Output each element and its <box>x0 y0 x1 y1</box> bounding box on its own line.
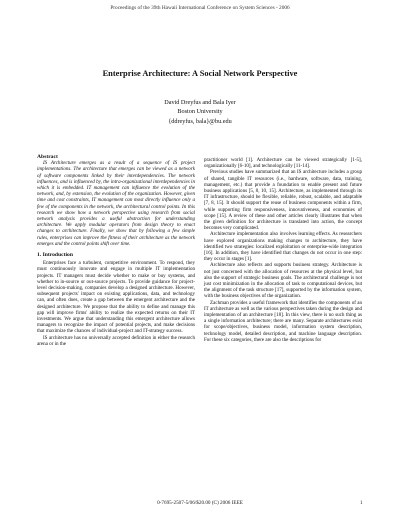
author-block <box>0 98 400 126</box>
page-number: 1 <box>360 500 363 506</box>
abstract-text: IS Architecture emerges as a result of a sequence of IS project implementations. The architecture that emerges can be viewed as a network of software components linked by their interdependencies. The network influences, and is influenced by, the intra-organizational interdependencies in which it is embedded. IT management can influence the evolution of the network, and, by extension, the evolution of the organization. However, given time and cost constraints, IT management can most directly influence only a few of the components in the network, the architectural control points. In this research we show how a network perspective using research from social network analysis provides a useful abstraction for understanding architecture. We apply modular operators from design theory to enact changes to architecture. Finally, we show that by following a few simple rules, enterprises can improve the fitness of their architecture as the network emerges and the control points shift over time. <box>37 160 195 247</box>
intro-paragraph: Enterprises face a turbulent, competitive environment. To respond, they must continuously innovate and engage in multiple IT implementation projects. IT managers must decide whether to make or buy systems, and whether to in-source or out-source projects. To provide guidance for project-level decision-making, companies develop a designed architecture. However, subsequent projects' impact on existing applications, data, and technology can, and often does, create a gap between the emergent architecture and the designed architecture. We propose that the ability to define and manage this gap will improve firms' ability to realize the expected returns on their IT investments. We argue that understanding this emergent architecture allows managers to recognize the impact of potential projects, and make decisions that maximize the chances of individual-project and IT-strategy success. <box>37 260 195 335</box>
body-paragraph: practitioner world [1]. Architecture can be viewed strategically [1-5], organizationally [6-10], and technologically [11-14]. <box>204 157 362 170</box>
body-paragraph: Architecture implementation also involves learning effects. As researchers have explored organizations making changes to architecture, they have identified two strategies: localized exploitation or enterprise-wide integration [16]. In addition, they have identified that changes do not occur in one step: they occur in stages [1]. <box>204 231 362 263</box>
author-affiliation: Boston University <box>177 108 223 116</box>
running-head: Proceedings of the 39th Hawaii International Conference on System Sciences - 2006 <box>110 5 290 11</box>
copyright-footer: 0-7695-2507-5/06/$20.00 (C) 2006 IEEE <box>157 500 243 506</box>
author-names: David Dreyfus and Bala Iyer <box>164 99 236 106</box>
paper-title: Enterprise Architecture: A Social Network Perspective <box>102 69 298 78</box>
body-paragraph: Architecture also reflects and supports business strategy. Architecture is not just concerned with the allocation of resources at the physical level, but also the support of strategic business goals. The architectural challenge is not just cost minimization in the allocation of task to computational devices, but the alignment of the task structure [17], supported by the information system, with the business objectives of the organization. <box>204 262 362 300</box>
body-paragraph: Previous studies have summarized that an IS architecture includes a group of shared, tangible IT resources (i.e., hardware, software, data, training, management, etc.) that provide a foundation to enable present and future business applications [5, 8, 10, 15]. Architecture, as implemented through its IT infrastructure, should be flexible, reliable, robust, scalable, and adaptable [7, 8, 15]. It should support the reuse of business components within a firm, while supporting firm responsiveness, innovativeness, and economies of scope [15]. A review of these and other articles clearly illustrates that when the given definition for architecture is translated into action, the concept becomes very complicated. <box>204 169 362 232</box>
intro-paragraph: IS architecture has no universally accepted definition in either the research arena or in the <box>37 334 195 347</box>
abstract-heading: Abstract <box>37 154 58 160</box>
body-paragraph: Zachman provides a useful framework that identifies the components of an IT architecture as well as the various perspectives taken during the design and implementation of an architecture [18]. In this view, there is no such thing as a single information architecture; there are many. Separate architectures exist for scope/objectives, business model, information system description, technology model, detailed description, and machine language description. For these six categories, there are also the descriptions for <box>204 299 362 343</box>
right-column <box>204 157 362 343</box>
author-email: {ddreyfus, bala}@bu.edu <box>168 117 232 125</box>
section-heading-introduction: 1. Introduction <box>37 252 73 259</box>
left-column <box>37 154 195 347</box>
